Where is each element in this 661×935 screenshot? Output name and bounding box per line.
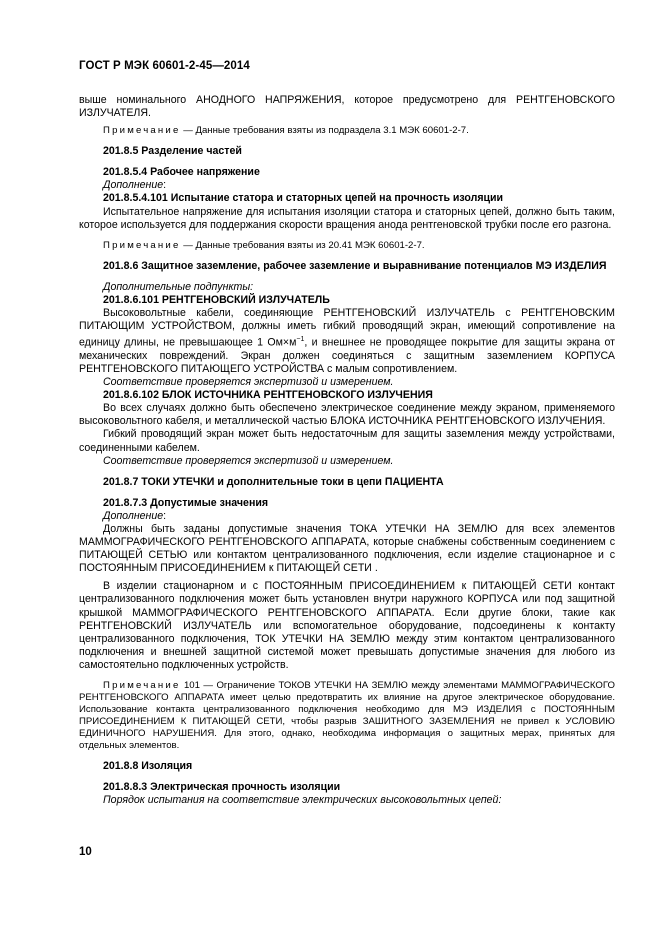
section-201-8-5-4: 201.8.5.4 Рабочее напряжение [103,166,260,179]
additional-subitems-label: Дополнительные подпункты: [103,280,254,293]
document-page [79,60,615,807]
section-201-8-6-101: 201.8.6.101 РЕНТГЕНОВСКИЙ ИЗЛУЧАТЕЛЬ [103,293,330,306]
note-1-text: — Данные требования взяты из подраздела 3.1 МЭК 60601-2-7. [180,125,469,137]
section-201-8-6: 201.8.6 Защитное заземление, рабочее заземление и выравнивание потенциалов МЭ ИЗДЕЛИЯ [103,259,607,272]
page-number: 10 [79,846,92,858]
section-201-8-5-4-101: 201.8.5.4.101 Испытание статора и статорных цепей на прочность изоляции [103,192,504,205]
note-2 [79,240,615,252]
paragraph-hv-cables: Высоковольтные кабели, соединяющие РЕНТГЕНОВСКИЙ ИЗЛУЧАТЕЛЬ с РЕНТГЕНОВСКИМ ПИТАЮЩИМ УСТРОЙСТВОМ, должны иметь гибкий проводящий экран, имеющий сопротивление на единицу длины, не превышающее 1 $Ом\times м^{-1}$, и внешнее не проводящее покрытие для защиты экрана от механических повреждений. Экран должен соединяться с защитным заземлением КОРПУСА РЕНТГЕНОВСКОГО ПИТАЮЩЕГО УСТРОЙСТВА с малым сопротивлением. [79,307,615,375]
supplement-label-2: Дополнение: [103,509,167,522]
note-2-text: — Данные требования взяты из 20.41 МЭК 60601-2-7. [180,239,425,251]
paragraph-stationary: В изделии стационарном и с ПОСТОЯННЫМ ПРИСОЕДИНЕНИЕМ к ПИТАЮЩЕЙ СЕТИ контакт централизованного подключения может быть установлен внутри наружного КОРПУСА или под защитной крышкой МАММОГРАФИЧЕСКОГО РЕНТГЕНОВСКОГО АППАРАТА. Если другие блоки, такие как РЕНТГЕНОВСКИЙ ИЗЛУЧАТЕЛЬ или вспомогательное оборудование, подсоединены к контакту централизованного подключения, ТОК УТЕЧКИ НА ЗЕМЛЮ между этим контактом централизованного подключения и внешней защитной системой может превышать допустимые значения для любого из самостоятельно подключенных устройств. [79,580,615,671]
section-201-8-6-102: 201.8.6.102 БЛОК ИСТОЧНИКА РЕНТГЕНОВСКОГО ИЗЛУЧЕНИЯ [103,389,433,402]
superscript-minus-one: −1 [296,336,305,344]
section-201-8-7-3: 201.8.7.3 Допустимые значения [103,496,269,509]
section-201-8-8: 201.8.8 Изоляция [103,760,193,772]
compliance-check-2: Соответствие проверяется экспертизой и измерением. [103,454,394,467]
note-label: Примечание [103,680,181,691]
section-201-8-7: 201.8.7 ТОКИ УТЕЧКИ и дополнительные токи в цепи ПАЦИЕНТА [103,475,444,488]
note-101-text: 101 — Ограничение ТОКОВ УТЕЧКИ НА ЗЕМЛЮ между элементами МАММОГРАФИЧЕСКОГО РЕНТГЕНОВСКОГО АППАРАТА имеет целью предотвратить их влияние на другое электрическое оборудование. Использование контакта централизованного подключения необходимо для МЭ ИЗДЕЛИЯ с ПОСТОЯННЫМ ПРИСОЕДИНЕНИЕМ К ПИТАЮЩЕЙ СЕТИ, чтобы разрыв ЗАШИТНОГО ЗАЗЕМЛЕНИЯ не привел к УСЛОВИЮ ЕДИНИЧНОГО НАРУШЕНИЯ. Для этого, однако, необходима информация о защитных мерах, принятых для отдельных элементов. [79,680,615,751]
note-label: Примечание [103,239,181,251]
paragraph-procedure: Порядок испытания на соответствие электрических высоковольтных цепей: [103,794,502,807]
document-header: ГОСТ Р МЭК 60601-2-45—2014 [79,60,250,72]
paragraph-anode-voltage: выше номинального АНОДНОГО НАПРЯЖЕНИЯ, которое предусмотрено для РЕНТГЕНОВСКОГО ИЗЛУЧАТЕЛЯ. [79,94,615,120]
paragraph-stator: Испытательное напряжение для испытания изоляции статора и статорных цепей, должно быть таким, которое используется для поддержания скорости вращения анода рентгеновской трубки после его разгона. [79,205,615,231]
note-101 [79,680,615,752]
section-201-8-8-3: 201.8.8.3 Электрическая прочность изоляции [103,781,341,794]
supplement-label: Дополнение: [103,179,167,192]
paragraph-allowed-values: Должны быть заданы допустимые значения ТОКА УТЕЧКИ НА ЗЕМЛЮ для всех элементов МАММОГРАФИЧЕСКОГО РЕНТГЕНОВСКОГО АППАРАТА, которые снабжены собственным соединением с ПИТАЮЩЕЙ СЕТЬЮ или контактом централизованного подключения, если изделие стационарное и с ПОСТОЯННЫМ ПРИСОЕДИНЕНИЕМ к ПИТАЮЩЕЙ СЕТИ . [79,522,615,575]
compliance-check-1: Соответствие проверяется экспертизой и измерением. [103,376,394,389]
section-201-8-5: 201.8.5 Разделение частей [103,145,242,158]
paragraph-flex-screen: Гибкий проводящий экран может быть недостаточным для защиты заземления между устройствами, соединенными кабелем. [79,428,615,454]
note-1 [79,125,615,137]
paragraph-block: Во всех случаях должно быть обеспечено электрическое соединение между экраном, применяемого высоковольтного кабеля, и металлической частью БЛОКА ИСТОЧНИКА РЕНТГЕНОВСКОГО ИЗЛУЧЕНИЯ. [79,402,615,428]
note-label: Примечание [103,125,181,137]
